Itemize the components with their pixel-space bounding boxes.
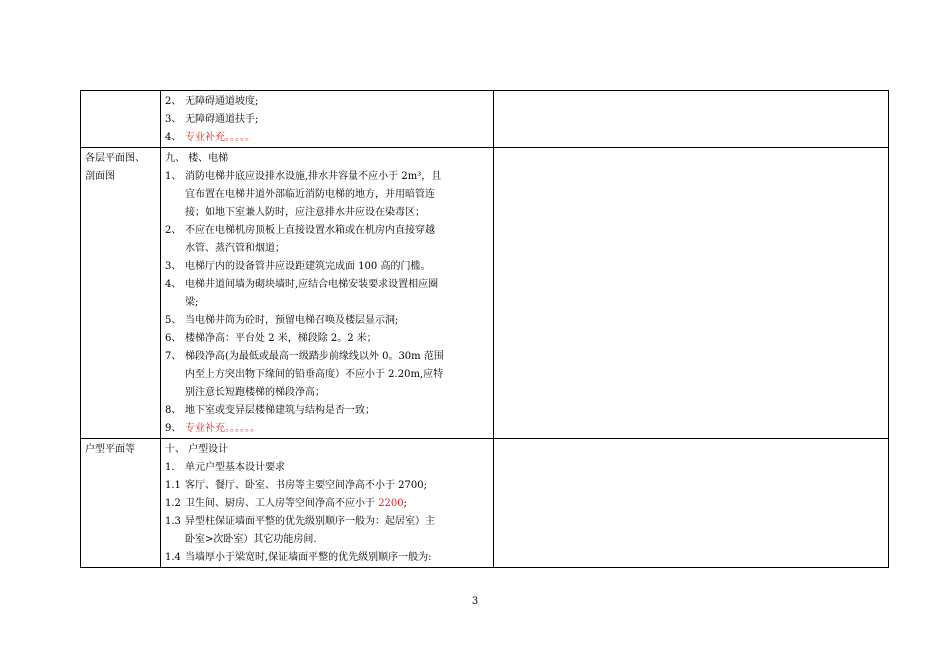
list-item (165, 420, 489, 438)
item-text-line: 别注意长短跑楼梯的梯段净高； (185, 387, 325, 398)
item-text-supplement: 专业补充。。。。。 (185, 132, 255, 143)
content-cell (161, 439, 494, 568)
item-text-line: 单元户型基本设计要求 (185, 462, 285, 473)
row-label-line: 各层平面图、 (85, 153, 145, 164)
item-text-line: 梁; (185, 297, 199, 308)
item-text-line: 当电梯井筒为砼时，预留电梯召唤及楼层显示洞; (185, 315, 399, 326)
item-number: 1.3 (165, 516, 181, 527)
list-item (165, 129, 489, 147)
item-text-line: 梯段净高(为最低或最高一级踏步前缘线以外 0。30m 范围 (185, 351, 444, 362)
item-text-line: 水管、蒸汽管和烟道； (185, 243, 285, 254)
table-row (81, 439, 889, 568)
list-item (165, 459, 489, 477)
item-text: 卫生间、厨房、工人房等空间净高不应小于 (185, 498, 379, 509)
row-label-cell (81, 148, 161, 439)
item-text-line: 电梯厅内的设备管井应设距建筑完成面 100 高的门槛。 (185, 261, 431, 272)
list-item (165, 276, 489, 312)
item-number: 3、 (165, 261, 182, 272)
content-cell (161, 148, 494, 439)
item-number: 1.2 (165, 498, 181, 509)
item-number: 5、 (165, 315, 182, 326)
item-text-line: 宜布置在电梯井道外部临近消防电梯的地方，并用暗管连 (185, 189, 435, 200)
highlighted-value: 2200 (378, 498, 404, 509)
item-number: 4、 (165, 279, 182, 290)
document-table (80, 90, 889, 568)
item-number: 7、 (165, 351, 182, 362)
item-number: 1.1 (165, 480, 181, 491)
item-number: 2、 (165, 225, 182, 236)
item-text: 无障碍通道扶手; (185, 114, 259, 125)
item-number: 4、 (165, 132, 182, 143)
list-item (165, 495, 489, 513)
item-text-line: 消防电梯井底应设排水设施,排水井容量不应小于 2m³，且 (185, 171, 442, 182)
list-item (165, 111, 489, 129)
list-item (165, 222, 489, 258)
notes-cell (494, 439, 889, 568)
item-text-line: 当墙厚小于梁宽时,保证墙面平整的优先级别顺序一般为: (185, 552, 432, 563)
item-text-line: 楼梯净高：平台处 2 米，梯段除 2。2 米； (185, 333, 377, 344)
notes-cell (494, 148, 889, 439)
list-item (165, 258, 489, 276)
item-text-line: 客厅、餐厅、卧室、书房等主要空间净高不小于 2700; (185, 480, 427, 491)
item-text-line: 不应在电梯机房顶板上直接设置水箱或在机房内直接穿越 (185, 225, 435, 236)
item-text-line: 异型柱保证墙面平整的优先级别顺序一般为：起居室）主 (185, 516, 435, 527)
item-text-line: 内至上方突出物下缘间的铅垂高度）不应小于 2.20m,应特 (185, 369, 444, 380)
item-text-supplement: 专业补充。。。。。。 (185, 423, 260, 434)
list-item (165, 477, 489, 495)
item-number: 3、 (165, 114, 182, 125)
table-row (81, 91, 889, 148)
list-item (165, 330, 489, 348)
item-number: 9、 (165, 423, 182, 434)
item-text-line: 地下室或变异层楼梯建筑与结构是否一致； (185, 405, 375, 416)
list-item (165, 348, 489, 402)
item-text-line: 接；如地下室兼人防时，应注意排水井应设在染毒区； (185, 207, 425, 218)
row-label-cell: 户型平面等 (81, 439, 161, 568)
list-item (165, 513, 489, 549)
list-item (165, 312, 489, 330)
section-heading: 九、 楼、电梯 (165, 153, 229, 164)
list-item (165, 168, 489, 222)
item-number: 1.4 (165, 552, 181, 563)
row-label-cell (81, 91, 161, 148)
notes-cell (494, 91, 889, 148)
item-text-line: 电梯井道间墙为砌块墙时,应结合电梯安装要求设置相应圈 (185, 279, 439, 290)
section-heading: 十、 户型设计 (165, 444, 229, 455)
list-item (165, 402, 489, 420)
table-row (81, 148, 889, 439)
item-text-line: 卧室>次卧室）其它功能房间. (185, 534, 317, 545)
page-number: 3 (471, 596, 479, 607)
item-number: 1、 (165, 171, 182, 182)
item-number: 6、 (165, 333, 182, 344)
item-number: 2、 (165, 96, 182, 107)
list-item (165, 93, 489, 111)
row-label-line: 剖面图 (85, 171, 115, 182)
item-text: ; (403, 498, 408, 509)
item-number: 1. (165, 462, 175, 473)
content-cell (161, 91, 494, 148)
list-item (165, 549, 489, 567)
item-number: 8、 (165, 405, 182, 416)
item-text: 无障碍通道坡度; (185, 96, 259, 107)
